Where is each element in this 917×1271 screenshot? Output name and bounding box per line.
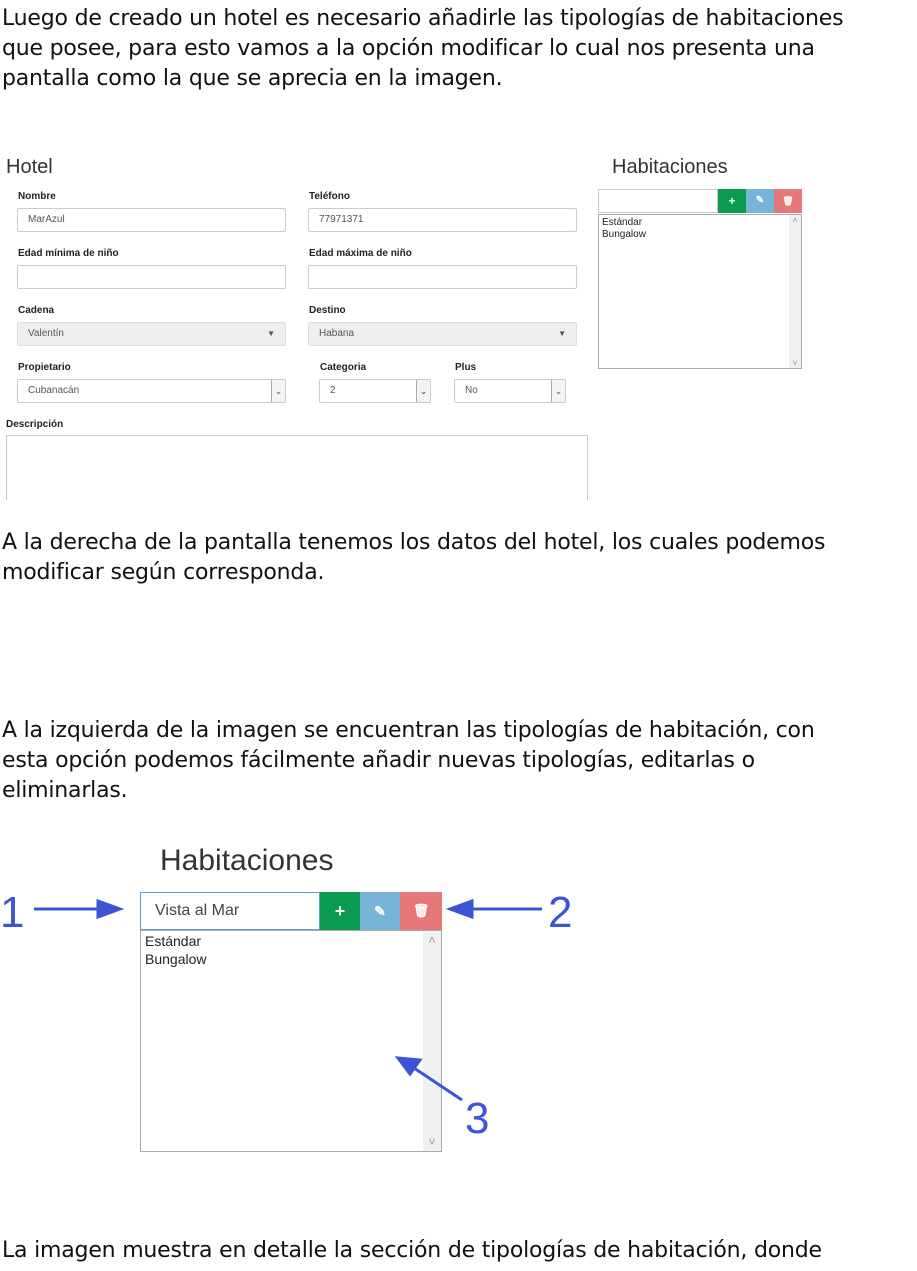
plus-select[interactable]	[454, 379, 566, 403]
edad-minima-label: Edad mínima de niño	[18, 248, 119, 259]
delete-room-button[interactable]: 🗑	[400, 892, 442, 930]
text-line: A la izquierda de la imagen se encuentran las tipologías de habitación, con	[2, 718, 815, 743]
caret-down-icon: ▼	[558, 329, 566, 338]
scroll-up-icon[interactable]: ˄	[428, 933, 436, 947]
list-scrollbar[interactable]	[789, 215, 801, 368]
destino-select[interactable]	[308, 322, 577, 346]
caret-down-icon: ▼	[267, 329, 275, 338]
cadena-label: Cadena	[18, 305, 55, 316]
plus-label: Plus	[455, 362, 477, 373]
chevron-down-icon: ⌄	[271, 380, 285, 402]
nombre-label: Nombre	[18, 191, 56, 202]
hotel-title: Hotel	[6, 156, 53, 178]
rooms-detail-title: Habitaciones	[160, 844, 334, 877]
edad-maxima-label: Edad máxima de niño	[309, 248, 412, 259]
cadena-select[interactable]	[17, 322, 286, 346]
hotel-form-screenshot	[0, 150, 917, 500]
rooms-title: Habitaciones	[612, 156, 728, 178]
list-item[interactable]: Estándar	[145, 933, 202, 949]
annotation-1: 1	[0, 888, 25, 937]
categoria-label: Categoria	[320, 362, 367, 373]
list-item[interactable]: Bungalow	[145, 951, 207, 967]
scroll-down-icon[interactable]: ˅	[792, 358, 798, 368]
destino-label: Destino	[309, 305, 346, 316]
text-line: eliminarlas.	[2, 778, 128, 803]
propietario-select[interactable]	[17, 379, 286, 403]
text-line: A la derecha de la pantalla tenemos los datos del hotel, los cuales podemos	[2, 530, 826, 555]
left-side-paragraph	[2, 716, 815, 806]
edad-minima-field[interactable]	[17, 265, 286, 289]
annotation-3: 3	[465, 1094, 490, 1143]
scroll-up-icon[interactable]: ˄	[792, 215, 798, 225]
cadena-value: Valentín	[28, 328, 64, 339]
intro-paragraph	[2, 4, 843, 94]
room-type-input[interactable]: Vista al Mar	[140, 892, 320, 930]
text-line: Luego de creado un hotel es necesario añadirle las tipologías de habitaciones	[2, 6, 844, 31]
telefono-label: Teléfono	[309, 191, 350, 202]
edit-room-button[interactable]: ✎	[746, 189, 774, 213]
propietario-value: Cubanacán	[28, 385, 80, 396]
add-room-button[interactable]: +	[718, 189, 746, 213]
text-line: esta opción podemos fácilmente añadir nuevas tipologías, editarlas o	[2, 748, 755, 773]
arrow-2-head	[450, 901, 472, 917]
plus-value: No	[465, 385, 478, 396]
room-types-list[interactable]	[598, 214, 802, 369]
destino-value: Habana	[319, 328, 355, 339]
list-item[interactable]: Estándar	[602, 217, 643, 228]
text-line: pantalla como la que se aprecia en la imagen.	[2, 66, 503, 91]
propietario-label: Propietario	[18, 362, 71, 373]
nombre-field[interactable]: MarAzul	[17, 208, 286, 232]
categoria-value: 2	[330, 385, 336, 396]
list-item[interactable]: Bungalow	[602, 229, 646, 240]
annotation-arrows	[0, 840, 917, 1170]
categoria-select[interactable]	[319, 379, 431, 403]
telefono-field[interactable]: 77971371	[308, 208, 577, 232]
delete-room-button[interactable]: 🗑	[774, 189, 802, 213]
arrow-3-line	[414, 1068, 462, 1100]
descripcion-label: Descripción	[6, 419, 64, 430]
annotation-2: 2	[548, 888, 573, 937]
room-type-input[interactable]	[598, 189, 718, 213]
edit-room-button[interactable]: ✎	[360, 892, 400, 930]
chevron-down-icon: ⌄	[416, 380, 430, 402]
scroll-down-icon[interactable]: ˅	[428, 1135, 436, 1149]
arrow-1-head	[98, 901, 120, 917]
add-room-button[interactable]: +	[320, 892, 360, 930]
descripcion-textarea[interactable]	[6, 435, 588, 500]
text-line: La imagen muestra en detalle la sección de tipologías de habitación, donde	[2, 1238, 822, 1263]
text-line: que posee, para esto vamos a la opción modificar lo cual nos presenta una	[2, 36, 815, 61]
right-side-paragraph	[2, 528, 825, 588]
rooms-detail-screenshot	[0, 840, 917, 1170]
detail-paragraph	[2, 1236, 822, 1266]
chevron-down-icon: ⌄	[551, 380, 565, 402]
text-line: modificar según corresponda.	[2, 560, 325, 585]
edad-maxima-field[interactable]	[308, 265, 577, 289]
